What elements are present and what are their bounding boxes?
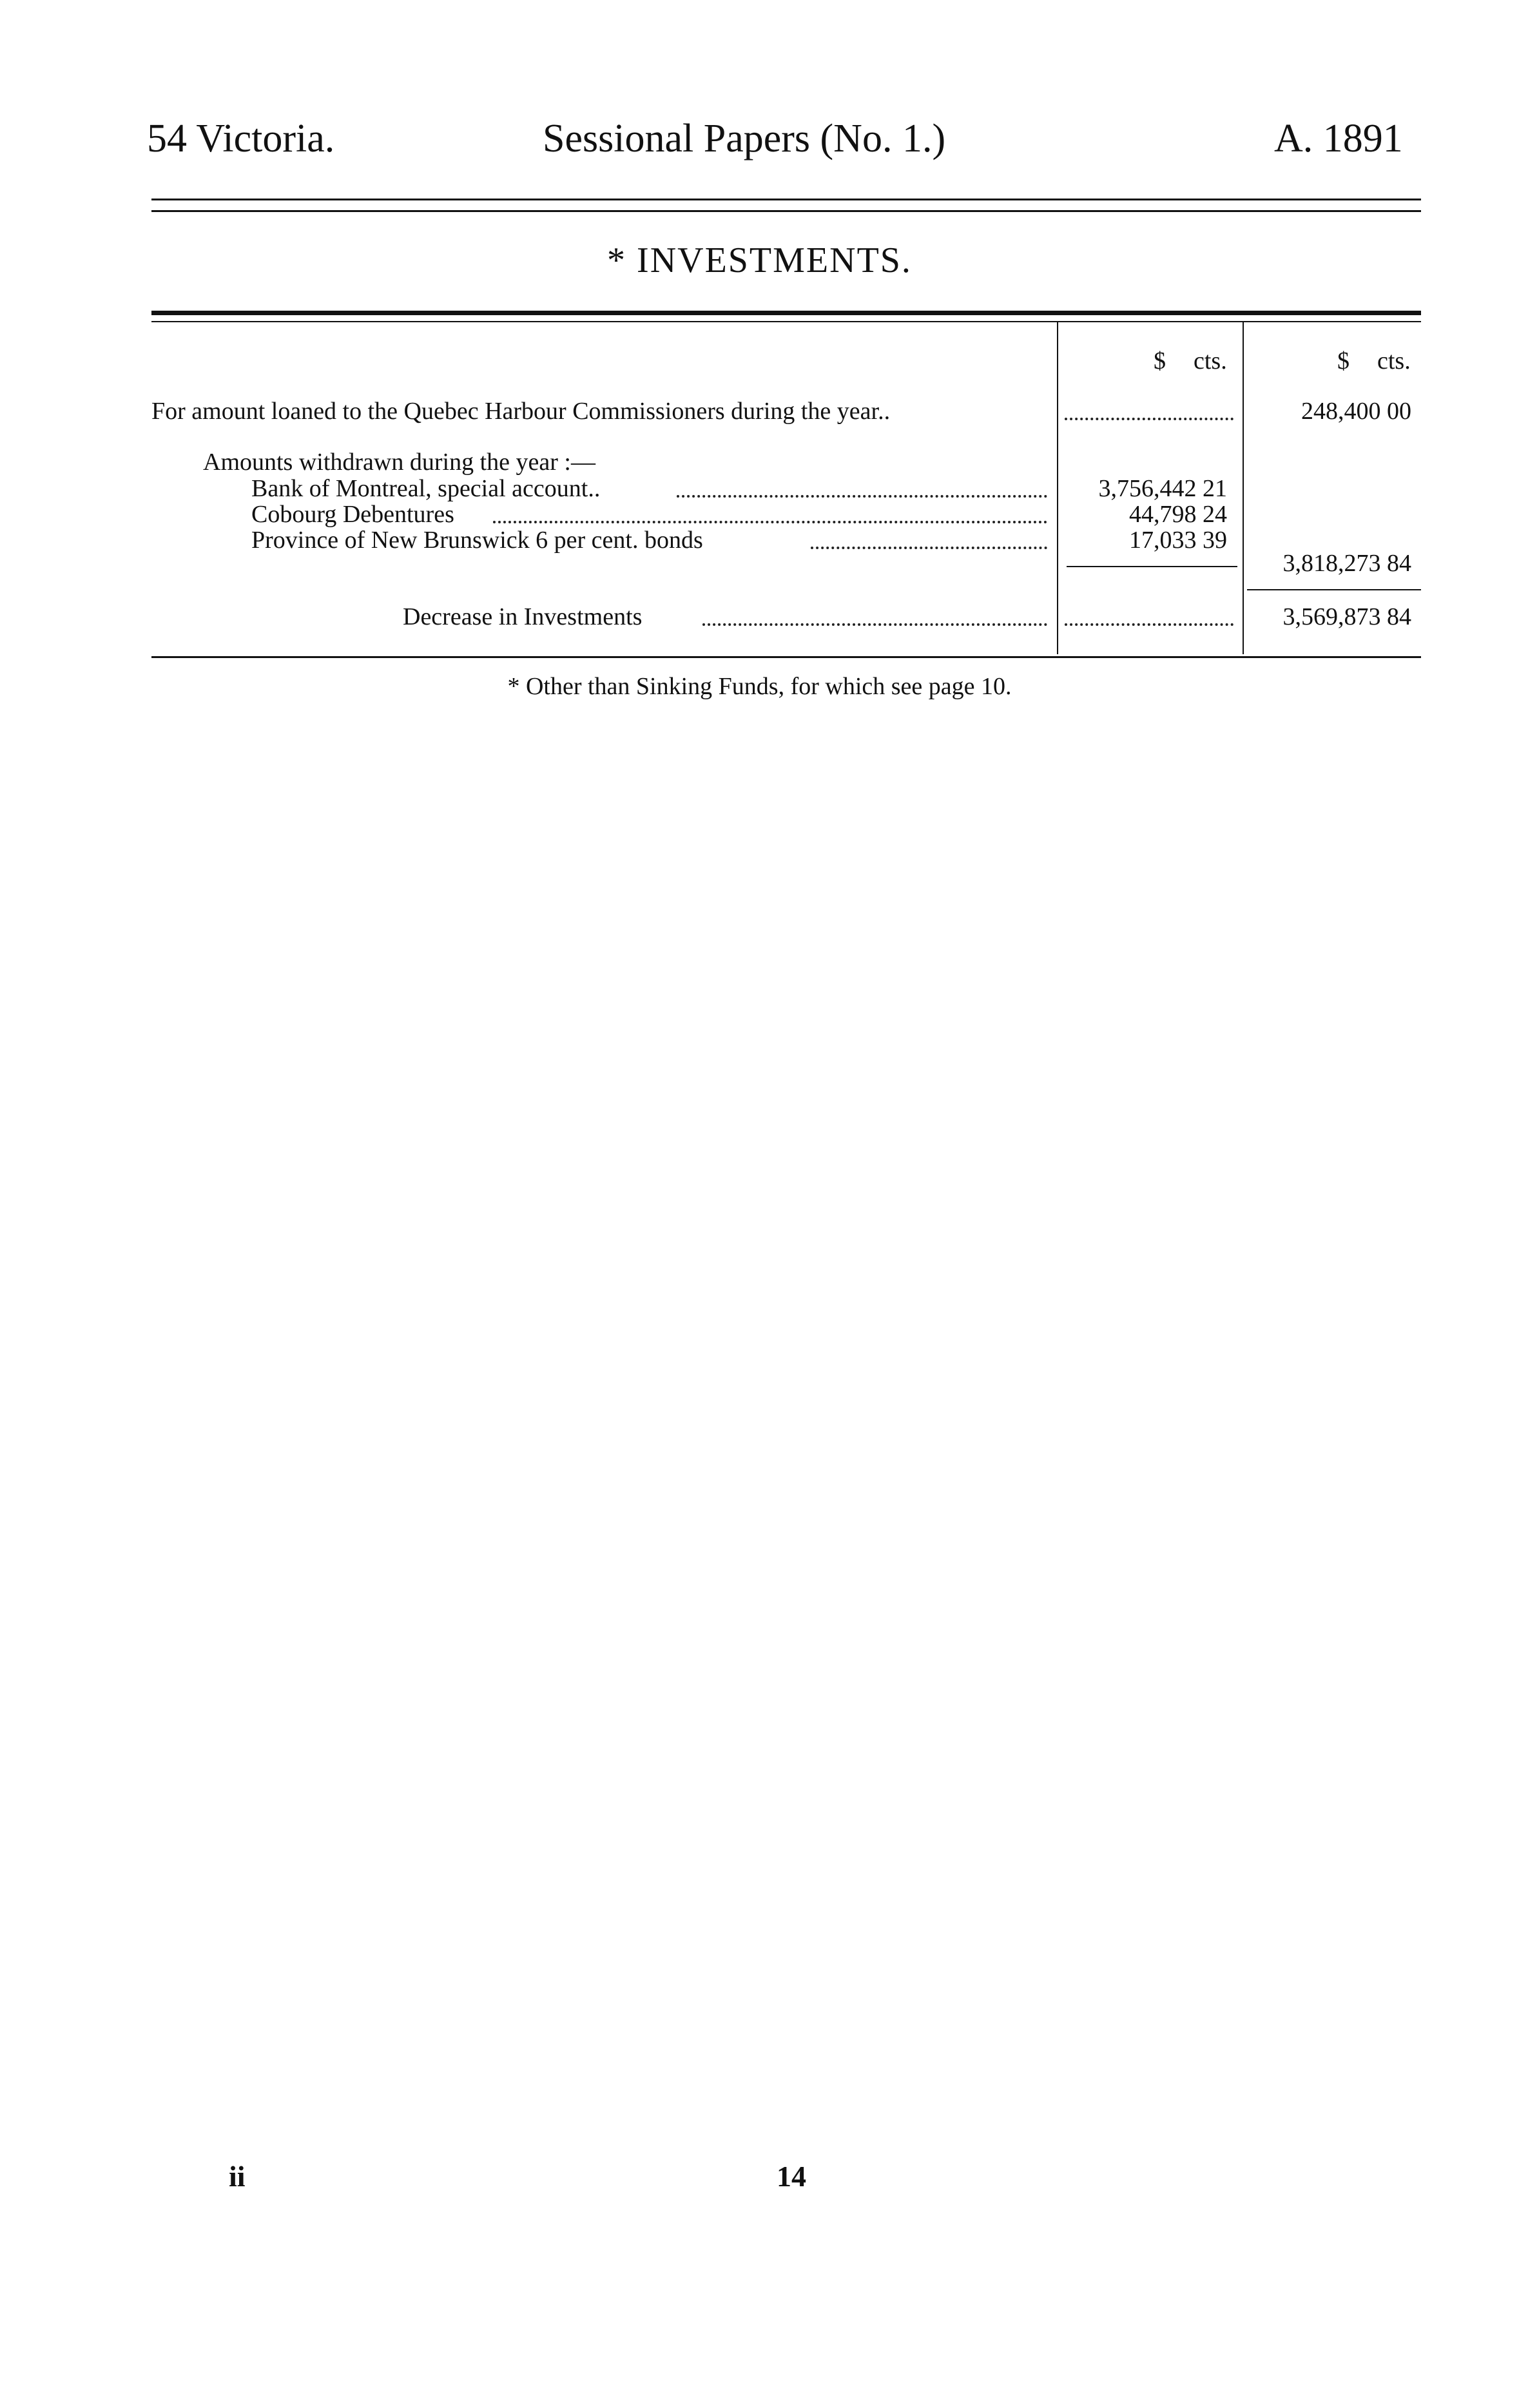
quebec-col1-leader	[1065, 418, 1234, 420]
decrease-col1-leader	[1065, 623, 1234, 626]
item-leader-cobourg	[493, 521, 1047, 523]
header-rule-bottom	[151, 210, 1421, 212]
col2-total-rule	[1247, 589, 1421, 590]
decrease-value: 3,569,873 84	[1282, 603, 1411, 630]
decrease-label: Decrease in Investments	[403, 603, 643, 630]
col1-cents-head: cts.	[1194, 347, 1227, 374]
withdrawn-total: 3,818,273 84	[1282, 550, 1411, 577]
page-number: 14	[777, 2160, 806, 2193]
item-leader-new-brunswick	[811, 547, 1047, 549]
header-title: Sessional Papers (No. 1.)	[543, 117, 946, 160]
col2-cents-head: cts.	[1377, 347, 1411, 374]
table-top-rule-thick	[151, 311, 1421, 315]
item-label-new-brunswick: Province of New Brunswick 6 per cent. bonds	[251, 527, 703, 554]
decrease-leader	[702, 623, 1047, 626]
item-leader-bank-of-montreal	[677, 495, 1047, 498]
section-title: * INVESTMENTS.	[607, 240, 912, 280]
col1-subtotal-rule	[1067, 566, 1237, 567]
signature-mark: ii	[229, 2160, 246, 2193]
column-separator-1	[1057, 322, 1058, 654]
item-label-bank-of-montreal: Bank of Montreal, special account..	[251, 475, 601, 502]
item-value-bank-of-montreal: 3,756,442 21	[1098, 475, 1227, 502]
table-top-rule-thin	[151, 321, 1421, 322]
header-year: A. 1891	[1274, 117, 1403, 160]
header-rule-top	[151, 199, 1421, 200]
footnote: * Other than Sinking Funds, for which see page 10.	[507, 673, 1012, 700]
quebec-loan-label: For amount loaned to the Quebec Harbour Commissioners during the year..	[151, 398, 891, 425]
column-separator-2	[1243, 322, 1244, 654]
item-value-new-brunswick: 17,033 39	[1129, 527, 1227, 554]
header-volume: 54 Victoria.	[147, 117, 335, 160]
table-bottom-rule	[151, 656, 1421, 658]
item-value-cobourg: 44,798 24	[1129, 501, 1227, 528]
col1-dollar-head: $	[1154, 347, 1166, 374]
col2-dollar-head: $	[1337, 347, 1350, 374]
quebec-loan-value: 248,400 00	[1301, 398, 1411, 425]
withdrawn-heading: Amounts withdrawn during the year :—	[203, 449, 595, 476]
item-label-cobourg: Cobourg Debentures	[251, 501, 454, 528]
